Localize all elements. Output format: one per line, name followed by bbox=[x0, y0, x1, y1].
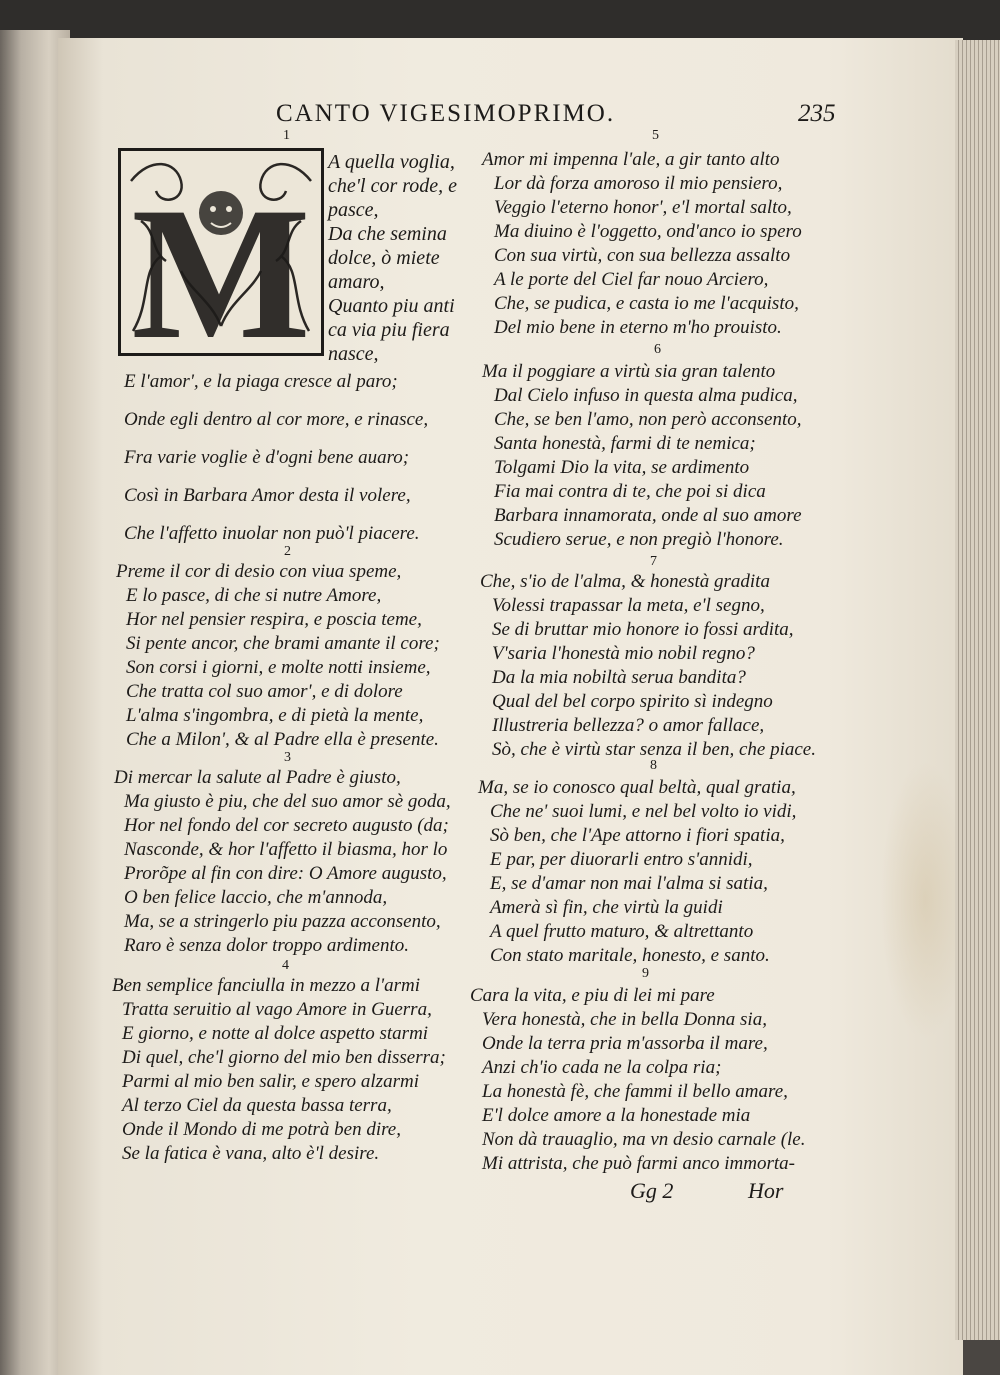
verse-line: Amor mi impenna l'ale, a gir tanto alto bbox=[482, 149, 780, 170]
verse-line: Cara la vita, e piu di lei mi pare bbox=[470, 985, 715, 1006]
verse-line: Scudiero serue, e non pregiò l'honore. bbox=[494, 529, 784, 550]
verse-line: Veggio l'eterno honor', e'l mortal salto, bbox=[494, 197, 792, 218]
verse-line: Hor nel fondo del cor secreto augusto (da; bbox=[124, 815, 449, 836]
verse-line: Al terzo Ciel da questa bassa terra, bbox=[122, 1095, 392, 1116]
stanza-number: 5 bbox=[652, 128, 659, 143]
stanza-number: 6 bbox=[654, 342, 661, 357]
stanza-7 bbox=[480, 554, 816, 762]
verse-line: Lor dà forza amoroso il mio pensiero, bbox=[494, 173, 783, 194]
verse-line: nasce, bbox=[328, 343, 379, 365]
verse-line: Illustreria bellezza? o amor fallace, bbox=[492, 715, 765, 736]
verse-line: Con stato maritale, honesto, e santo. bbox=[490, 945, 770, 966]
stanza-number: 4 bbox=[282, 958, 289, 973]
stanza-number: 9 bbox=[642, 966, 649, 981]
verse-line: La honestà fè, che fammi il bello amare, bbox=[482, 1081, 788, 1102]
verse-line: Che, se pudica, e casta io me l'acquisto, bbox=[494, 293, 799, 314]
verse-line: Del mio bene in eterno m'ho prouisto. bbox=[494, 317, 782, 338]
verse-line: Amerà sì fin, che virtù la guidi bbox=[490, 897, 723, 918]
initial-ornament-icon bbox=[121, 151, 321, 353]
verse-line: Fra varie voglie è d'ogni bene auaro; bbox=[124, 447, 410, 468]
stanza-number: 3 bbox=[284, 750, 291, 765]
verse-line: Se la fatica è vana, alto è'l desire. bbox=[122, 1143, 380, 1164]
stanza-5 bbox=[482, 128, 802, 340]
scan-background bbox=[0, 0, 1000, 40]
verse-line: E, se d'amar non mai l'alma si satia, bbox=[490, 873, 768, 894]
verse-line: E l'amor', e la piaga cresce al paro; bbox=[124, 371, 398, 392]
verse-line: Tratta seruitio al vago Amore in Guerra, bbox=[122, 999, 432, 1020]
verse-line: Tolgami Dio la vita, se ardimento bbox=[494, 457, 750, 478]
verse-line: E par, per diuorarli entro s'annidi, bbox=[490, 849, 753, 870]
verse-line: V'saria l'honestà mio nobil regno? bbox=[492, 643, 755, 664]
verse-line: A quella voglia, bbox=[328, 151, 455, 173]
verse-line: A le porte del Ciel far nouo Arciero, bbox=[494, 269, 769, 290]
verse-line: Onde il Mondo di me potrà ben dire, bbox=[122, 1119, 401, 1140]
verse-line: Sò ben, che l'Ape attorno i fiori spatia, bbox=[490, 825, 785, 846]
stanza-3 bbox=[114, 750, 451, 958]
water-stain bbox=[880, 760, 955, 1040]
verse-line: pasce, bbox=[328, 199, 379, 221]
verse-line: Che tratta col suo amor', e di dolore bbox=[126, 681, 403, 702]
verse-line: Dal Cielo infuso in questa alma pudica, bbox=[494, 385, 798, 406]
verse-line: Ma, se a stringerlo piu pazza acconsento, bbox=[124, 911, 441, 932]
verse-line: Vera honestà, che in bella Donna sia, bbox=[482, 1009, 767, 1030]
stanza-number: 1 bbox=[283, 128, 290, 143]
stanza-6 bbox=[482, 342, 802, 552]
verse-line: Preme il cor di desio con viua speme, bbox=[116, 561, 402, 582]
verse-line: Che a Milon', & al Padre ella è presente. bbox=[126, 729, 439, 750]
verse-line: Di quel, che'l giorno del mio ben disserra; bbox=[122, 1047, 446, 1068]
stanza-8 bbox=[478, 758, 797, 968]
verse-line: Che l'affetto inuolar non può'l piacere. bbox=[124, 523, 420, 544]
catchword: Hor bbox=[748, 1178, 784, 1203]
verse-line: O ben felice laccio, che m'annoda, bbox=[124, 887, 388, 908]
verse-line: Mi attrista, che può farmi anco immorta- bbox=[482, 1153, 795, 1174]
verse-line: A quel frutto maturo, & altrettanto bbox=[490, 921, 754, 942]
verse-line: ca via piu fiera bbox=[328, 319, 450, 341]
verse-line: Ma giusto è piu, che del suo amor sè goda, bbox=[124, 791, 451, 812]
verse-line: Sò, che è virtù star senza il ben, che piace. bbox=[492, 739, 816, 760]
verse-line: Qual del bel corpo spirito sì indegno bbox=[492, 691, 773, 712]
stanza-2 bbox=[116, 544, 440, 752]
verse-line: Non dà trauaglio, ma vn desio carnale (le. bbox=[482, 1129, 806, 1150]
verse-line: Ma, se io conosco qual beltà, qual gratia, bbox=[478, 777, 796, 798]
verse-line: Così in Barbara Amor desta il volere, bbox=[124, 485, 411, 506]
decorated-initial bbox=[118, 148, 324, 356]
page-number: 235 bbox=[798, 100, 836, 127]
verse-line: Volessi trapassar la meta, e'l segno, bbox=[492, 595, 765, 616]
stanza-number: 7 bbox=[650, 554, 657, 569]
verse-line: Barbara innamorata, onde al suo amore bbox=[494, 505, 802, 526]
verse-line: Raro è senza dolor troppo ardimento. bbox=[124, 935, 409, 956]
initial-letter: M bbox=[131, 169, 311, 353]
stanza-number: 2 bbox=[284, 544, 291, 559]
verse-line: Hor nel pensier respira, e poscia teme, bbox=[126, 609, 422, 630]
verse-line: Che, se ben l'amo, non però acconsento, bbox=[494, 409, 802, 430]
verse-line: Anzi ch'io cada ne la colpa ria; bbox=[482, 1057, 722, 1078]
stanza-4 bbox=[112, 958, 446, 1166]
verse-line: E giorno, e notte al dolce aspetto starmi bbox=[122, 1023, 429, 1044]
verse-line: Son corsi i giorni, e molte notti insieme, bbox=[126, 657, 431, 678]
verse-line: Ben semplice fanciulla in mezzo a l'armi bbox=[112, 975, 421, 996]
verse-line: Nasconde, & hor l'affetto il biasma, hor lo bbox=[124, 839, 448, 860]
verse-line: Santa honestà, farmi di te nemica; bbox=[494, 433, 756, 454]
verse-line: Che, s'io de l'alma, & honestà gradita bbox=[480, 571, 770, 592]
stanza-1-opening bbox=[283, 128, 458, 366]
verse-line: L'alma s'ingombra, e di pietà la mente, bbox=[126, 705, 424, 726]
verse-line: Da la mia nobiltà serua bandita? bbox=[492, 667, 746, 688]
verse-line: Ma diuino è l'oggetto, ond'anco io spero bbox=[494, 221, 802, 242]
verse-line: Ma il poggiare a virtù sia gran talento bbox=[482, 361, 776, 382]
stanza-number: 8 bbox=[650, 758, 657, 773]
verse-line: Che ne' suoi lumi, e nel bel volto io vidi, bbox=[490, 801, 797, 822]
running-title: CANTO VIGESIMOPRIMO. bbox=[276, 100, 616, 127]
verse-line: E lo pasce, di che si nutre Amore, bbox=[126, 585, 382, 606]
signature-mark: Gg 2 bbox=[630, 1178, 674, 1203]
verse-line: Di mercar la salute al Padre è giusto, bbox=[114, 767, 401, 788]
verse-line: Quanto piu anti bbox=[328, 295, 455, 317]
verse-line: Se di bruttar mio honore io fossi ardita, bbox=[492, 619, 794, 640]
stanza-1-continuation bbox=[124, 370, 428, 560]
verse-line: Onde la terra pria m'assorba il mare, bbox=[482, 1033, 768, 1054]
verse-line: Da che semina bbox=[328, 223, 447, 245]
verse-line: Parmi al mio ben salir, e spero alzarmi bbox=[122, 1071, 419, 1092]
verse-line: dolce, ò miete bbox=[328, 247, 440, 269]
verse-line: Prorõpe al fin con dire: O Amore augusto, bbox=[124, 863, 447, 884]
verse-line: che'l cor rode, e bbox=[328, 175, 458, 197]
verse-line: Con sua virtù, con sua bellezza assalto bbox=[494, 245, 791, 266]
verse-line: amaro, bbox=[328, 271, 385, 293]
verse-line: E'l dolce amore a la honestade mia bbox=[482, 1105, 751, 1126]
verse-line: Fia mai contra di te, che poi si dica bbox=[494, 481, 766, 502]
verse-line: Si pente ancor, che brami amante il core; bbox=[126, 633, 440, 654]
page-stack-edge bbox=[955, 40, 1000, 1340]
verse-line: Onde egli dentro al cor more, e rinasce, bbox=[124, 409, 429, 430]
stanza-9 bbox=[470, 966, 806, 1176]
